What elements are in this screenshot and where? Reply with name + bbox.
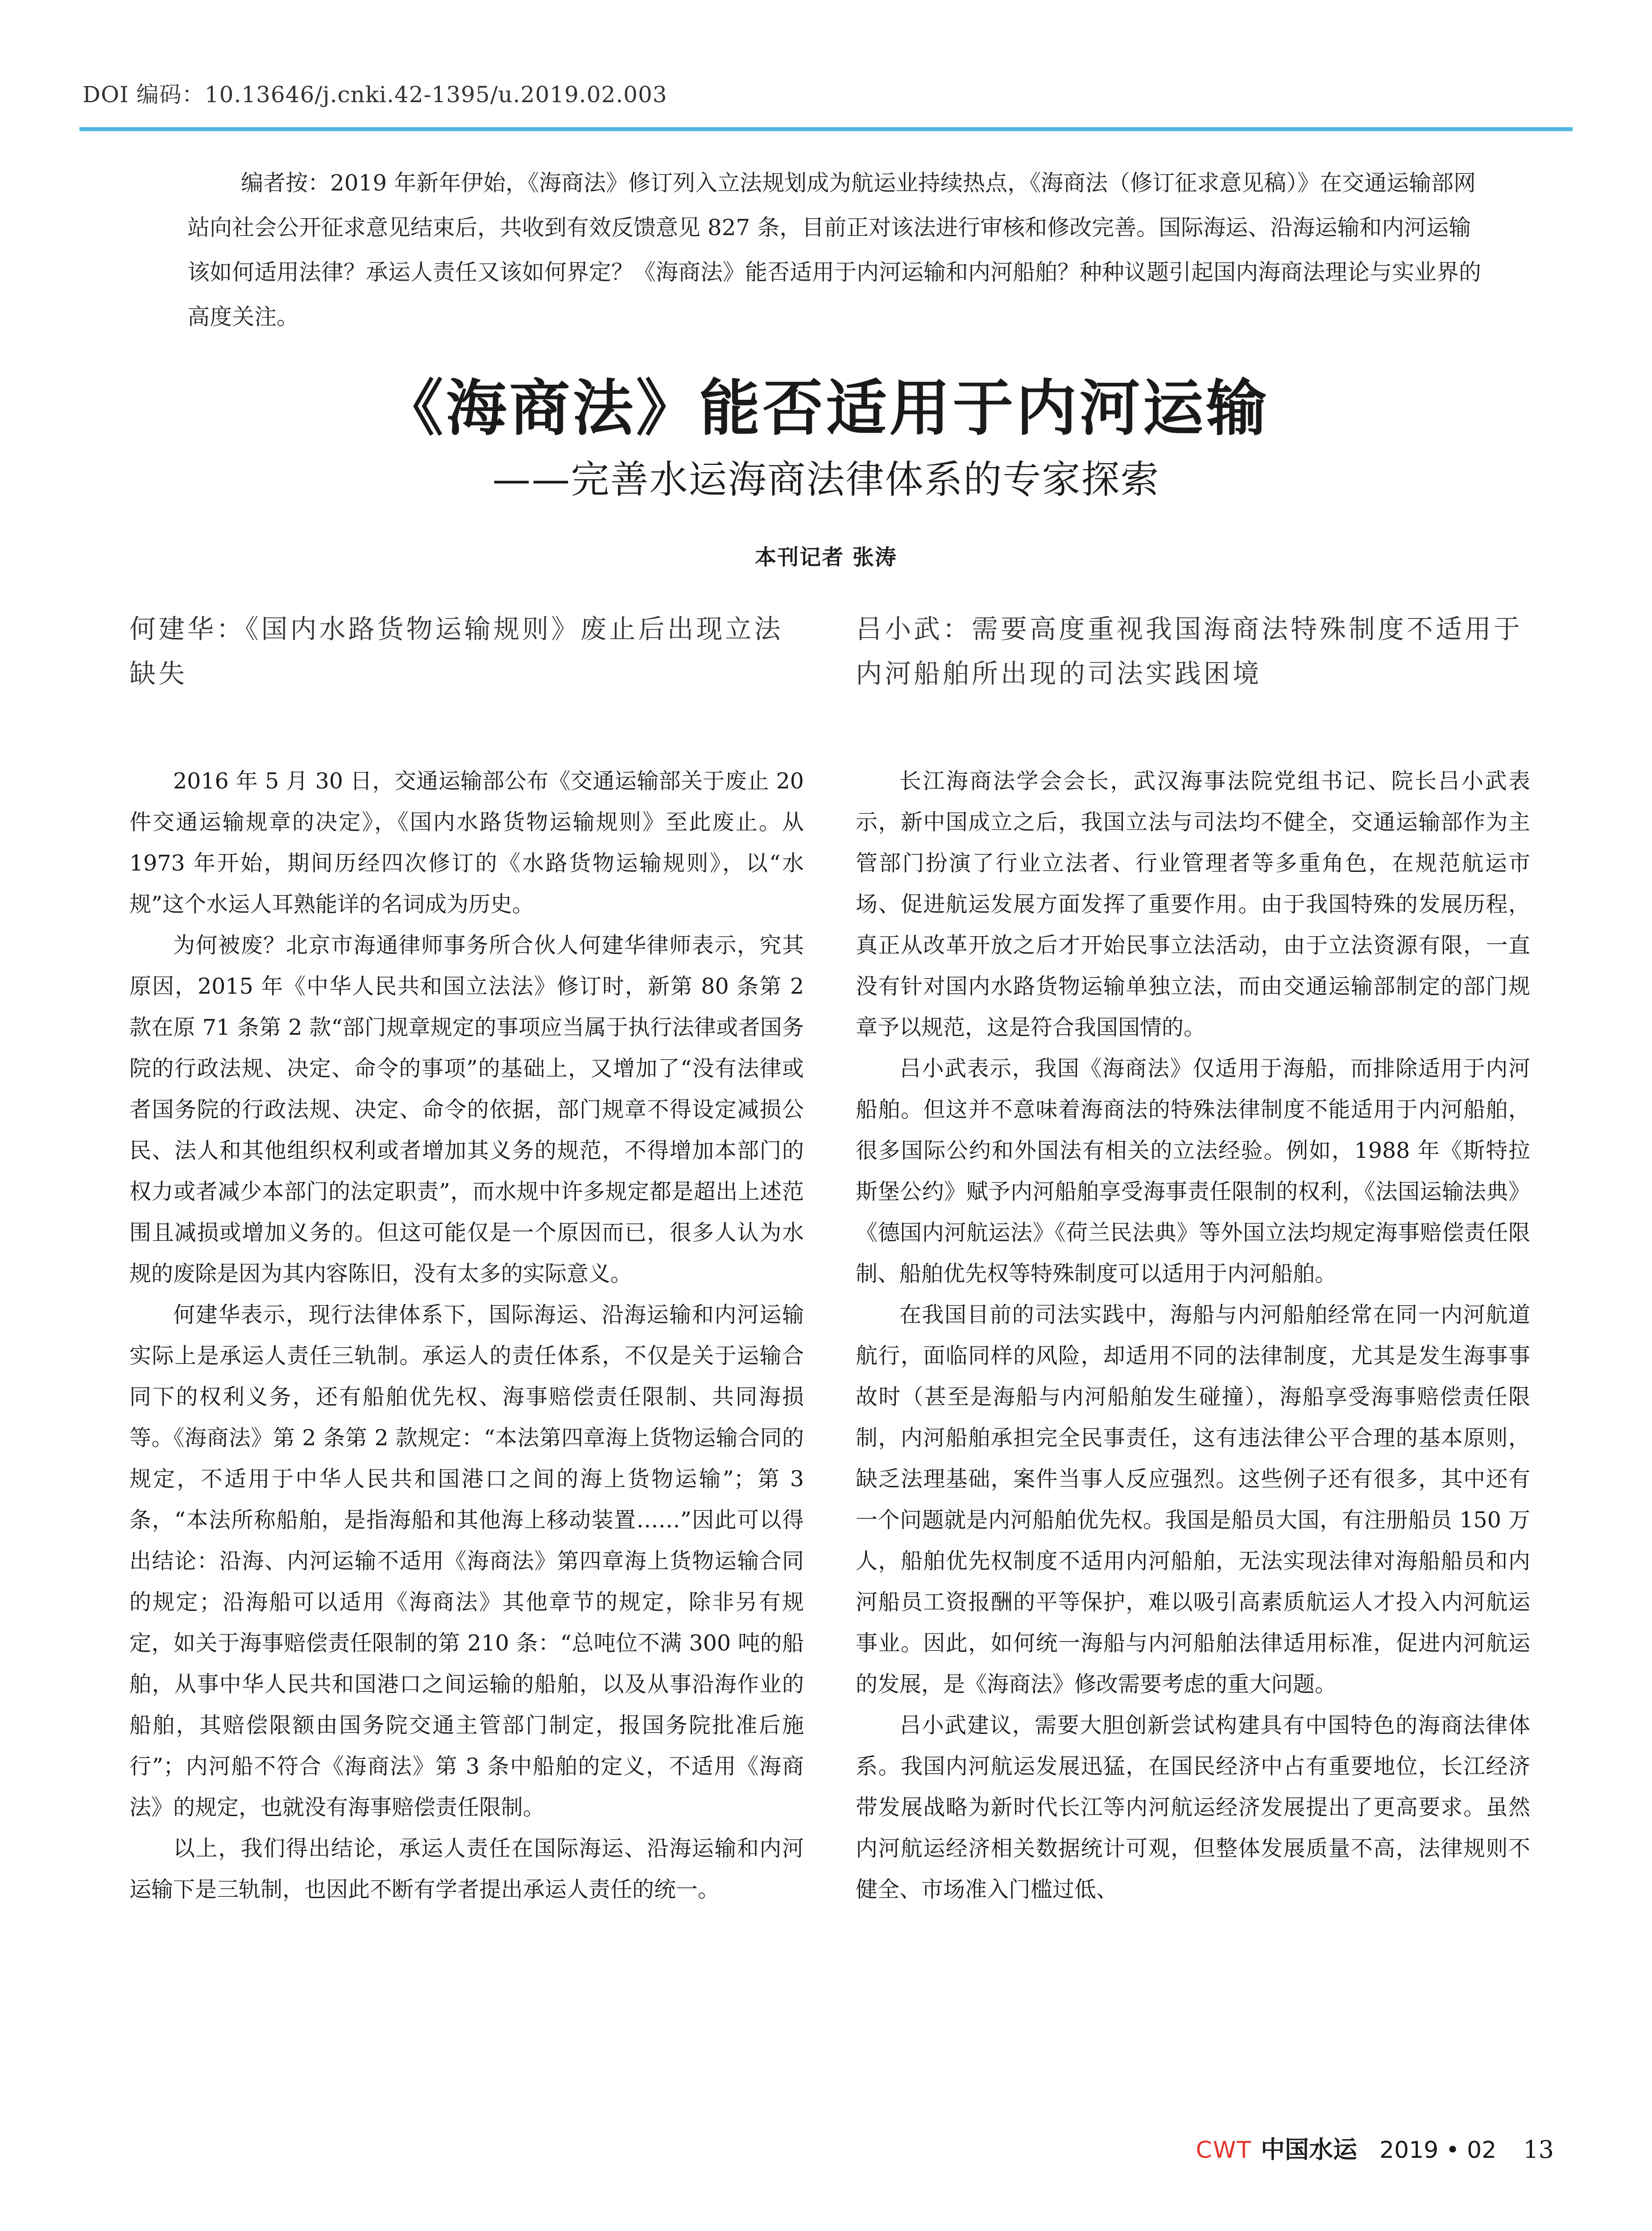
- paragraph: 为何被废？北京市海通律师事务所合伙人何建华律师表示，究其原因，2015 年《中华人民共和国立法法》修订时，新第 80 条第 2 款在原 71 条第 2 款“部门规章规定的事项应当属于执行法律或者国务院的行政法规、决定、命令的事项”的基础上，又增加了“没有法律或者国务院的行政法规、决定、命令的依据，部门规章不得设定减损公民、法人和其他组织权利或者增加其义务的规范，不得增加本部门的权力或者减少本部门的法定职责”，而水规中许多规定都是超出上述范围且减损或增加义务的。但这可能仅是一个原因而已，很多人认为水规的废除是因为其内容陈旧，没有太多的实际意义。: [129, 933, 804, 1286]
- paragraph: 长江海商法学会会长，武汉海事法院党组书记、院长吕小武表示，新中国成立之后，我国立法与司法均不健全，交通运输部作为主管部门扮演了行业立法者、行业管理者等多重角色，在规范航运市场、促进航运发展方面发挥了重要作用。由于我国特殊的发展历程，真正从改革开放之后才开始民事立法活动，由于立法资源有限，一直没有针对国内水路货物运输单独立法，而由交通运输部制定的部门规章予以规范，这是符合我国国情的。: [856, 768, 1530, 1040]
- page-number: 13: [1523, 2136, 1554, 2164]
- right-column: [856, 607, 1530, 1910]
- section-heading-left: 何建华：《国内水路货物运输规则》废止后出现立法缺失: [129, 614, 783, 689]
- paragraph: 以上，我们得出结论，承运人责任在国际海运、沿海运输和内河运输下是三轨制，也因此不断有学者提出承运人责任的统一。: [129, 1836, 804, 1902]
- left-column: [129, 607, 804, 1910]
- paragraph: 吕小武表示，我国《海商法》仅适用于海船，而排除适用于内河船舶。但这并不意味着海商法的特殊法律制度不能适用于内河船舶，很多国际公约和外国法有相关的立法经验。例如，1988 年《斯特拉斯堡公约》赋予内河船舶享受海事责任限制的权利，《法国运输法典》《德国内河航运法》《荷兰民法典》等外国立法均规定海事赔偿责任限制、船舶优先权等特殊制度可以适用于内河船舶。: [856, 1056, 1530, 1286]
- brand-logo: CWT: [1196, 2137, 1252, 2164]
- header-divider: [79, 127, 1573, 131]
- article-title: 《海商法》能否适用于内河运输: [382, 373, 1270, 444]
- doi-code: DOI 编码：10.13646/j.cnki.42-1395/u.2019.02.003: [83, 82, 667, 108]
- editor-note: [187, 161, 1481, 339]
- page-footer: [1196, 2131, 1554, 2165]
- paragraph: 吕小武建议，需要大胆创新尝试构建具有中国特色的海商法律体系。我国内河航运发展迅猛，在国民经济中占有重要地位，长江经济带发展战略为新时代长江等内河航运经济发展提出了更高要求。虽然内河航运经济相关数据统计可观，但整体发展质量不高，法律规则不健全、市场准入门槛过低、: [856, 1713, 1530, 1902]
- issue-number: 2019 • 02: [1379, 2137, 1497, 2164]
- paragraph: 在我国目前的司法实践中，海船与内河船舶经常在同一内河航道航行，面临同样的风险，却适用不同的法律制度，尤其是发生海事事故时（甚至是海船与内河船舶发生碰撞），海船享受海事赔偿责任限制，内河船舶承担完全民事责任，这有违法律公平合理的基本原则，缺乏法理基础，案件当事人反应强烈。这些例子还有很多，其中还有一个问题就是内河船舶优先权。我国是船员大国，有注册船员 150 万人，船舶优先权制度不适用内河船舶，无法实现法律对海船船员和内河船员工资报酬的平等保护，难以吸引高素质航运人才投入内河航运事业。因此，如何统一海船与内河船舶法律适用标准，促进内河航运的发展，是《海商法》修改需要考虑的重大问题。: [856, 1302, 1530, 1697]
- magazine-name: 中国水运: [1261, 2135, 1358, 2164]
- article-byline: 本刊记者 张涛: [755, 545, 897, 570]
- paragraph: 2016 年 5 月 30 日，交通运输部公布《交通运输部关于废止 20 件交通运输规章的决定》，《国内水路货物运输规则》至此废止。从 1973 年开始，期间历经四次修订的《水路货物运输规则》，以“水规”这个水运人耳熟能详的名词成为历史。: [129, 768, 804, 917]
- section-heading-right: 吕小武：需要高度重视我国海商法特殊制度不适用于内河船舶所出现的司法实践困境: [856, 614, 1523, 689]
- article-subtitle: ——完善水运海商法律体系的专家探索: [492, 457, 1160, 502]
- paragraph: 何建华表示，现行法律体系下，国际海运、沿海运输和内河运输实际上是承运人责任三轨制。承运人的责任体系，不仅是关于运输合同下的权利义务，还有船舶优先权、海事赔偿责任限制、共同海损等。《海商法》第 2 条第 2 款规定：“本法第四章海上货物运输合同的规定，不适用于中华人民共和国港口之间的海上货物运输”；第 3 条，“本法所称船舶，是指海船和其他海上移动装置……”因此可以得出结论：沿海、内河运输不适用《海商法》第四章海上货物运输合同的规定；沿海船可以适用《海商法》其他章节的规定，除非另有规定，如关于海事赔偿责任限制的第 210 条：“总吨位不满 300 吨的船舶，从事中华人民共和国港口之间运输的船舶，以及从事沿海作业的船舶，其赔偿限额由国务院交通主管部门制定，报国务院批准后施行”；内河船不符合《海商法》第 3 条中船舶的定义，不适用《海商法》的规定，也就没有海事赔偿责任限制。: [129, 1302, 804, 1820]
- editor-note-text: 编者按：2019 年新年伊始，《海商法》修订列入立法规划成为航运业持续热点，《海商法（修订征求意见稿）》在交通运输部网站向社会公开征求意见结束后，共收到有效反馈意见 827 条，目前正对该法进行审核和修改完善。国际海运、沿海运输和内河运输该如何适用法律？承运人责任又该如何界定？《海商法》能否适用于内河运输和内河船舶？种种议题引起国内海商法理论与实业界的高度关注。: [187, 170, 1481, 330]
